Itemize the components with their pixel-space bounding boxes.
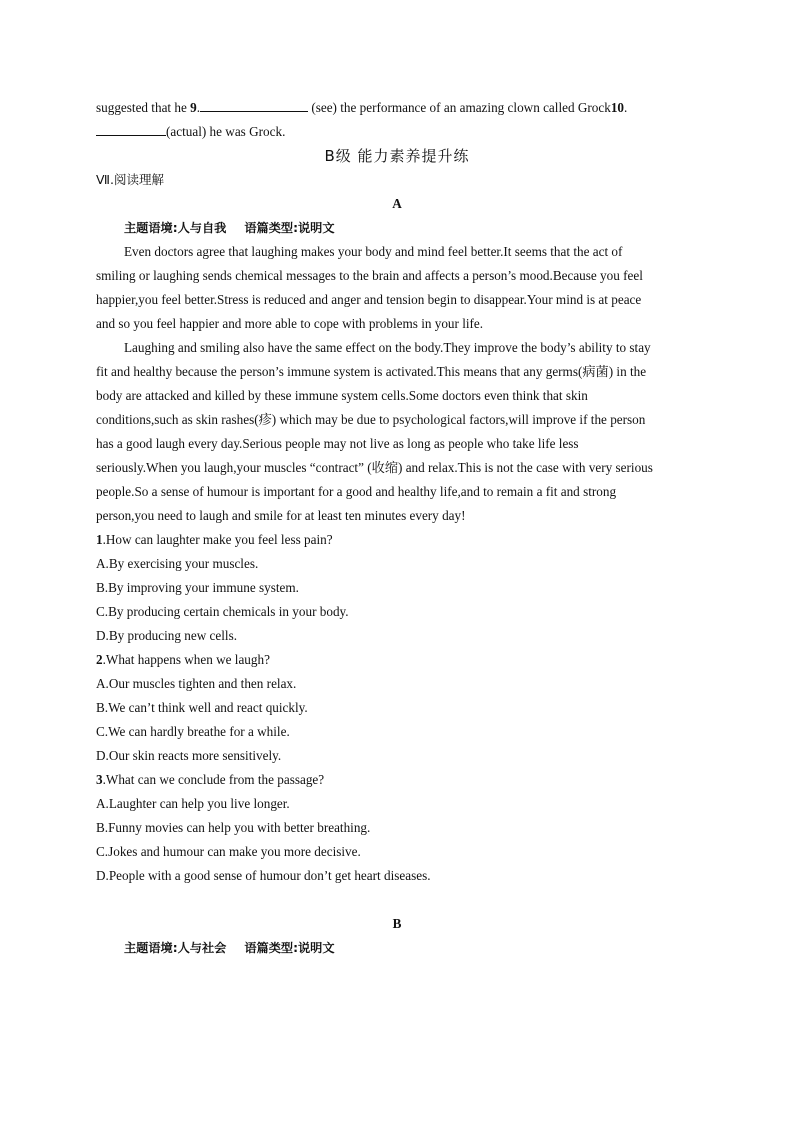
context-type: 语篇类型:说明文 — [244, 941, 335, 955]
passage-b-context — [96, 936, 698, 960]
question-2 — [96, 648, 698, 768]
carryover-text: suggested that he — [96, 100, 191, 115]
worksheet-page — [96, 96, 698, 960]
option[interactable]: D.By producing new cells. — [96, 628, 238, 643]
option[interactable]: A.Laughter can help you live longer. — [96, 796, 290, 811]
option[interactable]: B.Funny movies can help you with better breathing. — [96, 820, 371, 835]
passage-a-label: A — [392, 196, 402, 211]
question-3 — [96, 768, 698, 888]
passage-line: and so you feel happier and more able to cope with problems in your life. — [96, 316, 484, 331]
option[interactable]: D.Our skin reacts more sensitively. — [96, 748, 282, 763]
option[interactable]: A.Our muscles tighten and then relax. — [96, 676, 297, 691]
option[interactable]: A.By exercising your muscles. — [96, 556, 259, 571]
passage-line: smiling or laughing sends chemical messages to the brain and affects a person’s mood.Because you feel — [96, 268, 643, 283]
passage-line: person,you need to laugh and smile for at least ten minutes every day! — [96, 508, 466, 523]
option[interactable]: B.By improving your immune system. — [96, 580, 299, 595]
question-number: 3 — [96, 772, 103, 787]
option[interactable]: C.We can hardly breathe for a while. — [96, 724, 290, 739]
level-title: B级 能力素养提升练 — [324, 147, 470, 165]
passage-line: people.So a sense of humour is important for a good and healthy life,and to remain a fit and strong — [96, 484, 617, 499]
context-type: 语篇类型:说明文 — [244, 221, 335, 235]
carryover-line-2 — [96, 120, 698, 144]
context-topic: 主题语境:人与自我 — [124, 221, 227, 235]
question-text: .What happens when we laugh? — [102, 652, 270, 667]
passage-line: conditions,such as skin rashes(疹) which may be due to psychological factors,will improve if the person — [96, 412, 646, 427]
context-topic: 主题语境:人与社会 — [124, 941, 227, 955]
question-text: .How can laughter make you feel less pain? — [102, 532, 333, 547]
question-1 — [96, 528, 698, 648]
section-gap — [96, 888, 698, 912]
question-number: 1 — [96, 532, 103, 547]
section-title: Ⅶ.阅读理解 — [96, 172, 164, 187]
passage-line: Even doctors agree that laughing makes your body and mind feel better.It seems that the act of — [124, 244, 623, 259]
question-stem — [96, 648, 698, 672]
carryover-line-1 — [96, 96, 698, 120]
option[interactable]: D.People with a good sense of humour don’t get heart diseases. — [96, 868, 431, 883]
carryover-text: (see) the performance of an amazing clown called Grock — [308, 100, 611, 115]
passage-line: seriously.When you laugh,your muscles “contract” (收缩) and relax.This is not the case with very serious — [96, 460, 653, 475]
question-10-number: 10 — [610, 100, 625, 115]
passage-a-context — [96, 216, 698, 240]
question-stem — [96, 768, 698, 792]
question-9-number: 9 — [190, 100, 197, 115]
answer-blank-10[interactable] — [96, 121, 166, 136]
passage-line: fit and healthy because the person’s immune system is activated.This means that any germs(病菌) in the — [96, 364, 647, 379]
carryover-text: (actual) he was Grock. — [166, 124, 286, 139]
option[interactable]: C.By producing certain chemicals in your body. — [96, 604, 349, 619]
option[interactable]: C.Jokes and humour can make you more decisive. — [96, 844, 361, 859]
passage-line: has a good laugh every day.Serious people may not live as long as people who take life less — [96, 436, 579, 451]
passage-line: body are attacked and killed by these immune system cells.Some doctors even think that skin — [96, 388, 588, 403]
question-stem — [96, 528, 698, 552]
question-9-dot: . — [196, 100, 201, 115]
passage-line: happier,you feel better.Stress is reduced and anger and tension begin to disappear.Your mind is at peace — [96, 292, 642, 307]
option[interactable]: B.We can’t think well and react quickly. — [96, 700, 308, 715]
question-number: 2 — [96, 652, 103, 667]
carryover-text: . — [624, 100, 628, 115]
answer-blank-9[interactable] — [200, 97, 308, 112]
passage-a-body — [96, 240, 698, 528]
passage-b-label: B — [392, 916, 402, 931]
question-text: .What can we conclude from the passage? — [102, 772, 325, 787]
passage-line: Laughing and smiling also have the same effect on the body.They improve the body’s ability to stay — [124, 340, 651, 355]
